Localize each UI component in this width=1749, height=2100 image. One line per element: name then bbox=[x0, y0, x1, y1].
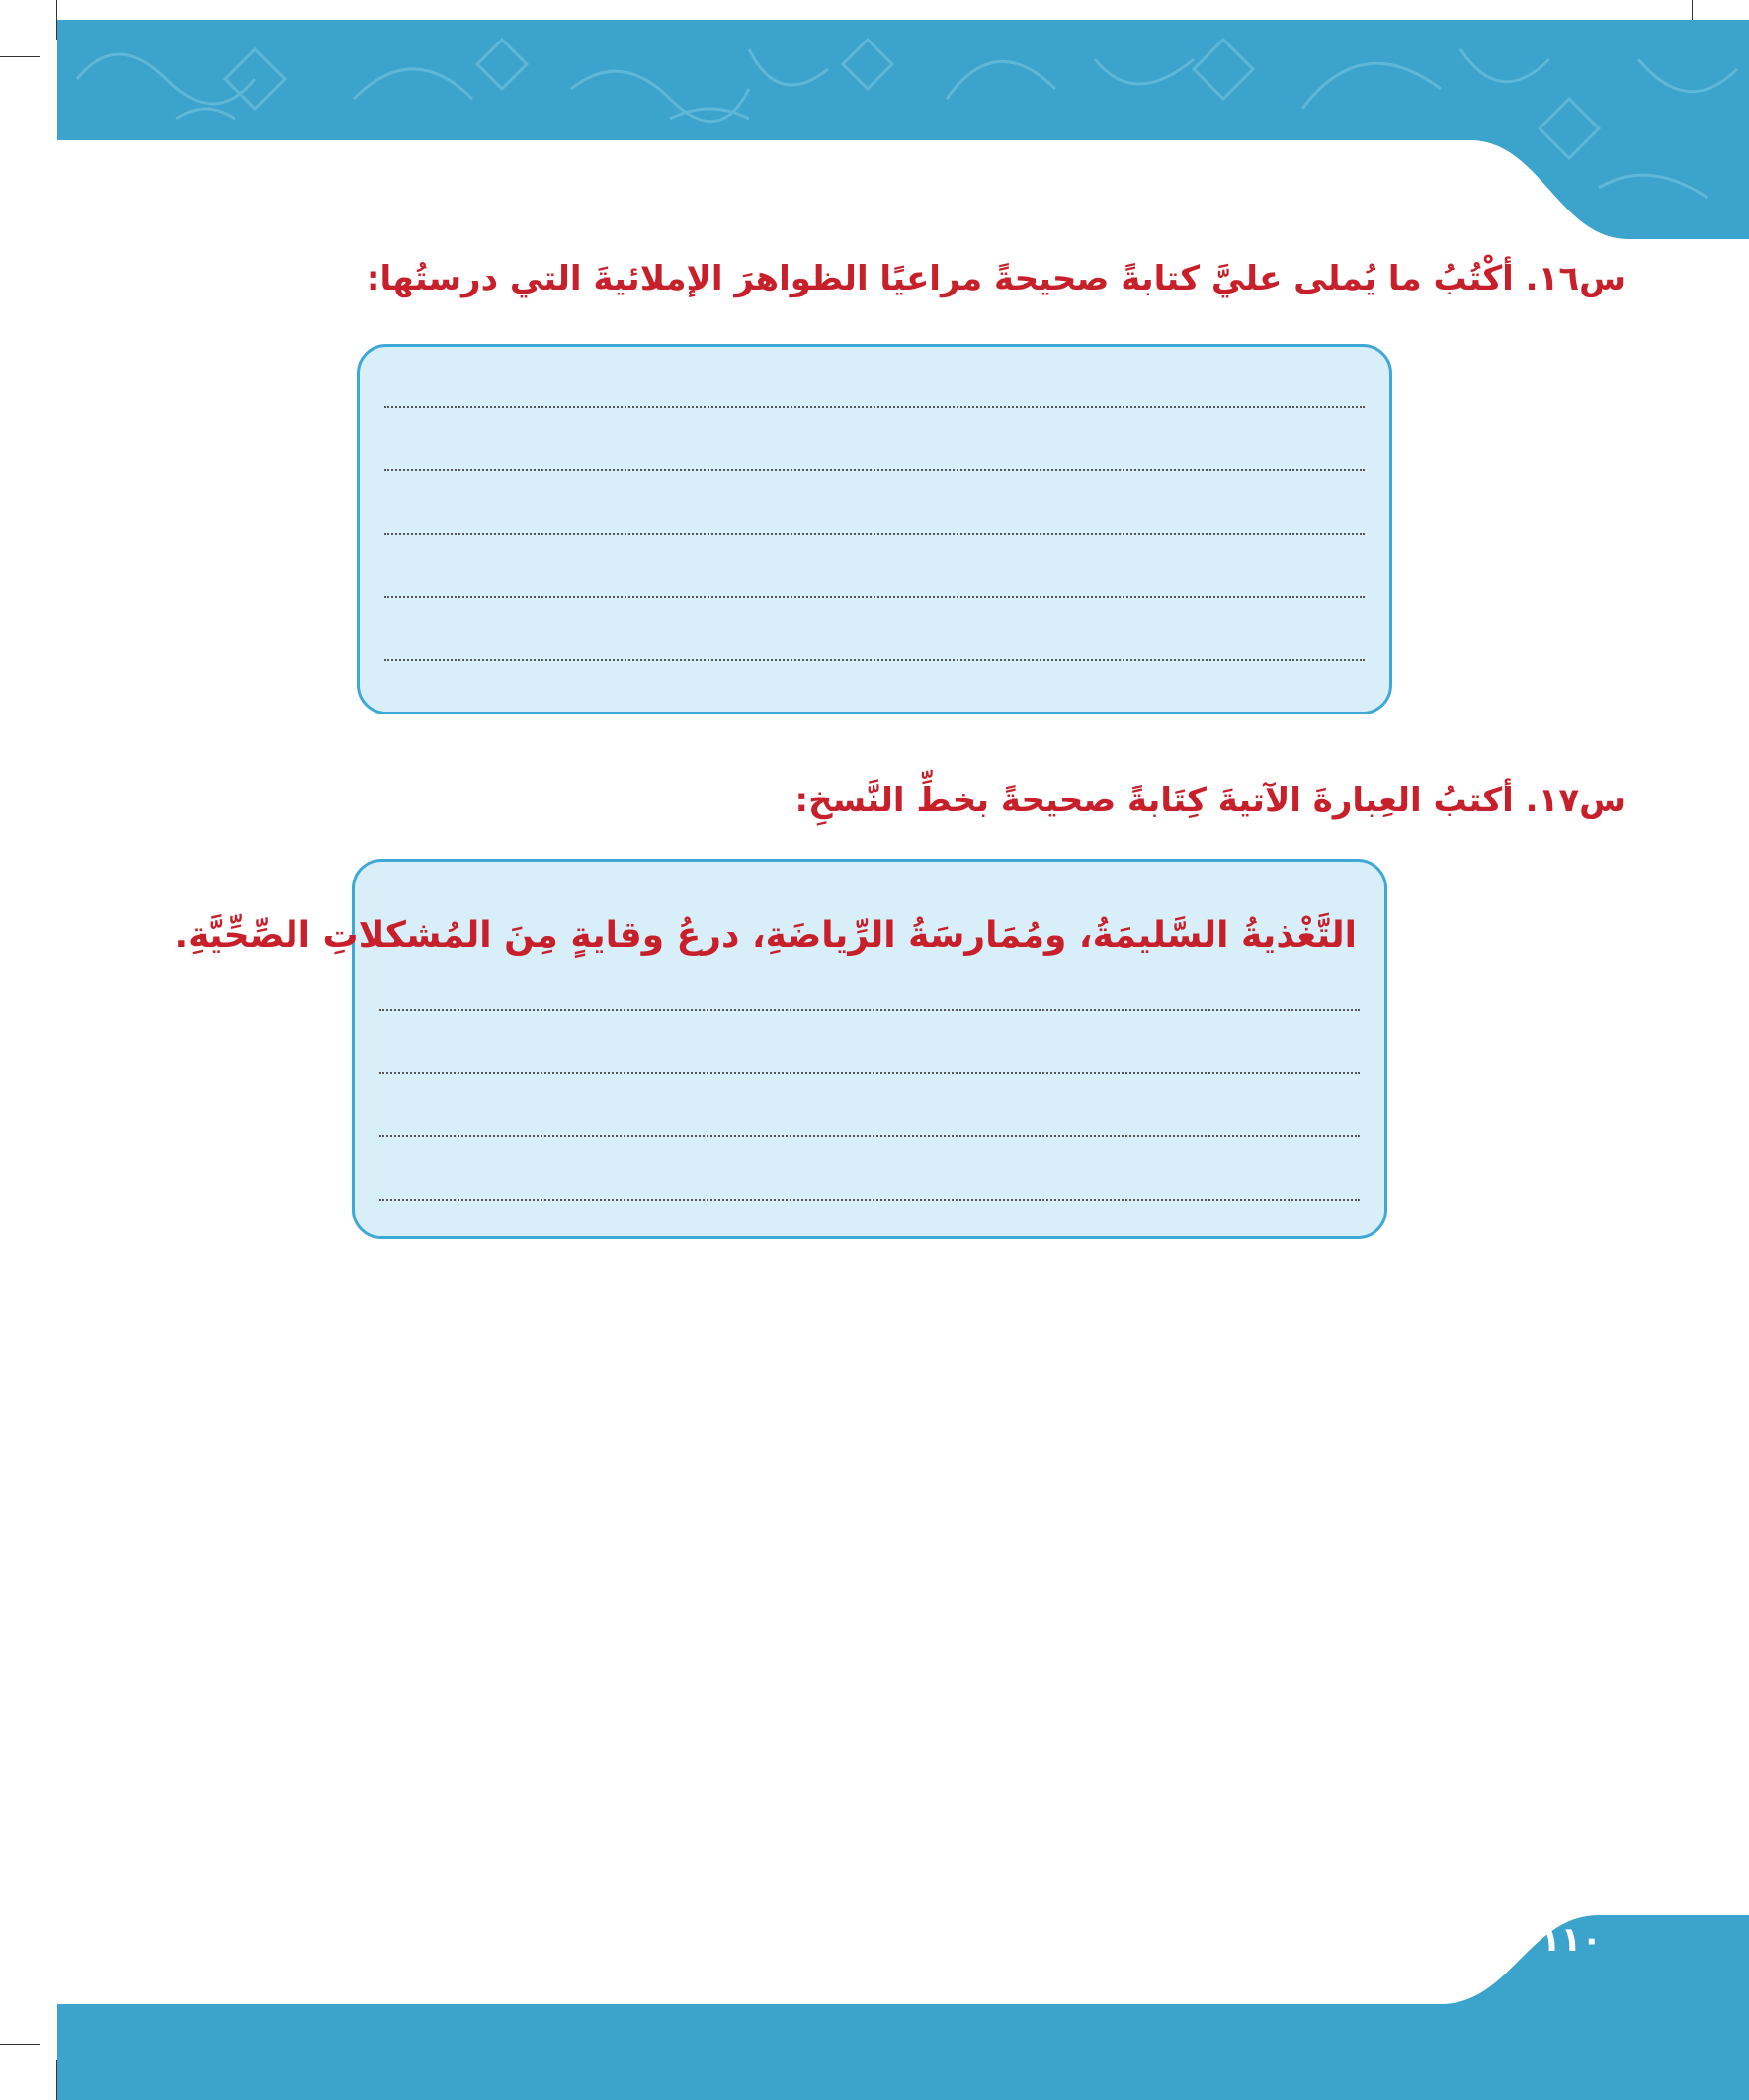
crop-mark bbox=[0, 2044, 40, 2045]
writing-line[interactable] bbox=[384, 406, 1365, 408]
writing-line[interactable] bbox=[384, 533, 1365, 535]
writing-line[interactable] bbox=[384, 659, 1365, 661]
question-17: س١٧. أكتبُ العِبارةَ الآتيةَ كِتَابةً صحيحةً بخطِّ النَّسخِ: bbox=[794, 781, 1625, 820]
answer-box-dictation[interactable] bbox=[357, 344, 1392, 714]
writing-line[interactable] bbox=[379, 1199, 1360, 1201]
answer-box-copy[interactable] bbox=[174, 859, 1387, 1239]
footer-banner bbox=[57, 1915, 1749, 2100]
writing-line[interactable] bbox=[379, 1009, 1360, 1011]
writing-line[interactable] bbox=[384, 596, 1365, 598]
page-number: ١١٠ bbox=[1540, 1920, 1603, 1960]
writing-line[interactable] bbox=[379, 1072, 1360, 1074]
header-banner bbox=[57, 20, 1749, 239]
crop-mark bbox=[0, 56, 40, 57]
writing-line[interactable] bbox=[379, 1135, 1360, 1137]
writing-line[interactable] bbox=[384, 469, 1365, 471]
question-16: س١٦. أكْتُبُ ما يُملى عليَّ كتابةً صحيحةً مراعيًا الظواهرَ الإملائيةَ التي درستُها: bbox=[366, 259, 1625, 298]
phrase-to-copy: التَّغْذيةُ السَّليمَةُ، ومُمَارسَةُ الرِّياضَةِ، درعُ وقايةٍ مِنَ المُشكلاتِ الصِّحِّيَّةِ. bbox=[174, 915, 1357, 956]
